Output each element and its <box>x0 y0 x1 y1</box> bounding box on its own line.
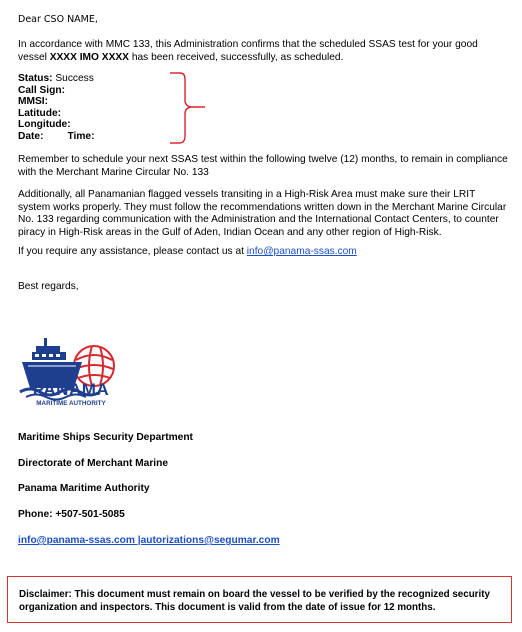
contact-email-link[interactable]: info@panama-ssas.com <box>246 246 357 257</box>
longitude-label: Longitude: <box>18 119 71 131</box>
logo-subtitle: MARITIME AUTHORITY <box>36 400 106 407</box>
signature-directorate: Directorate of Merchant Marine <box>18 458 169 469</box>
mmsi-label: MMSI: <box>18 96 48 108</box>
assistance-paragraph <box>18 246 508 259</box>
disclaimer-box <box>7 576 512 623</box>
red-brace-annotation <box>168 70 208 146</box>
latitude-label: Latitude: <box>18 107 62 119</box>
logo-wordmark: PANAMA <box>32 380 110 399</box>
intro-text-before: In accordance with MMC 133, this Administration confirms that the scheduled SSAS test for your good vessel <box>18 39 478 63</box>
signature-emails <box>18 535 280 547</box>
assistance-text: If you require any assistance, please contact us at <box>18 246 247 257</box>
date-label: Date: <box>18 130 44 142</box>
disclaimer-text: Disclaimer: This document must remain on board the vessel to be verified by the recognized security organization and inspectors. This document is valid from the date of issue for 12 months. <box>19 589 490 613</box>
intro-text-after: has been received, successfully, as scheduled. <box>128 51 344 63</box>
status-label: Status: <box>18 73 53 84</box>
vessel-id: XXXX IMO XXXX <box>49 51 129 63</box>
greeting: Dear CSO NAME, <box>18 14 98 25</box>
signature-phone: Phone: +507-501-5085 <box>18 509 125 520</box>
reminder-paragraph: Remember to schedule your next SSAS test within the following twelve (12) months, to remain in compliance with the Merchant Marine Circular No. 133 <box>18 154 508 178</box>
call-sign-label: Call Sign: <box>18 84 65 96</box>
signature-email-links[interactable]: info@panama-ssas.com |autorizations@segumar.com <box>18 535 280 546</box>
signature-authority: Panama Maritime Authority <box>18 483 150 494</box>
status-value: Success <box>52 73 94 84</box>
closing-text: Best regards, <box>18 281 79 292</box>
time-label: Time: <box>67 130 95 142</box>
signature-department: Maritime Ships Security Department <box>18 432 193 443</box>
intro-paragraph <box>18 39 508 64</box>
additional-paragraph: Additionally, all Panamanian flagged vessels transiting in a High-Risk Area must make sure their LRIT system works properly. They must follow the recommendations written down in the Merchant Marine Circular No. 133 regarding communication with the Administration and the International Contact Centers, to counter piracy in High-Risk areas in the Gulf of Aden, Indian Ocean and any other region of High-Risk. <box>18 189 507 238</box>
